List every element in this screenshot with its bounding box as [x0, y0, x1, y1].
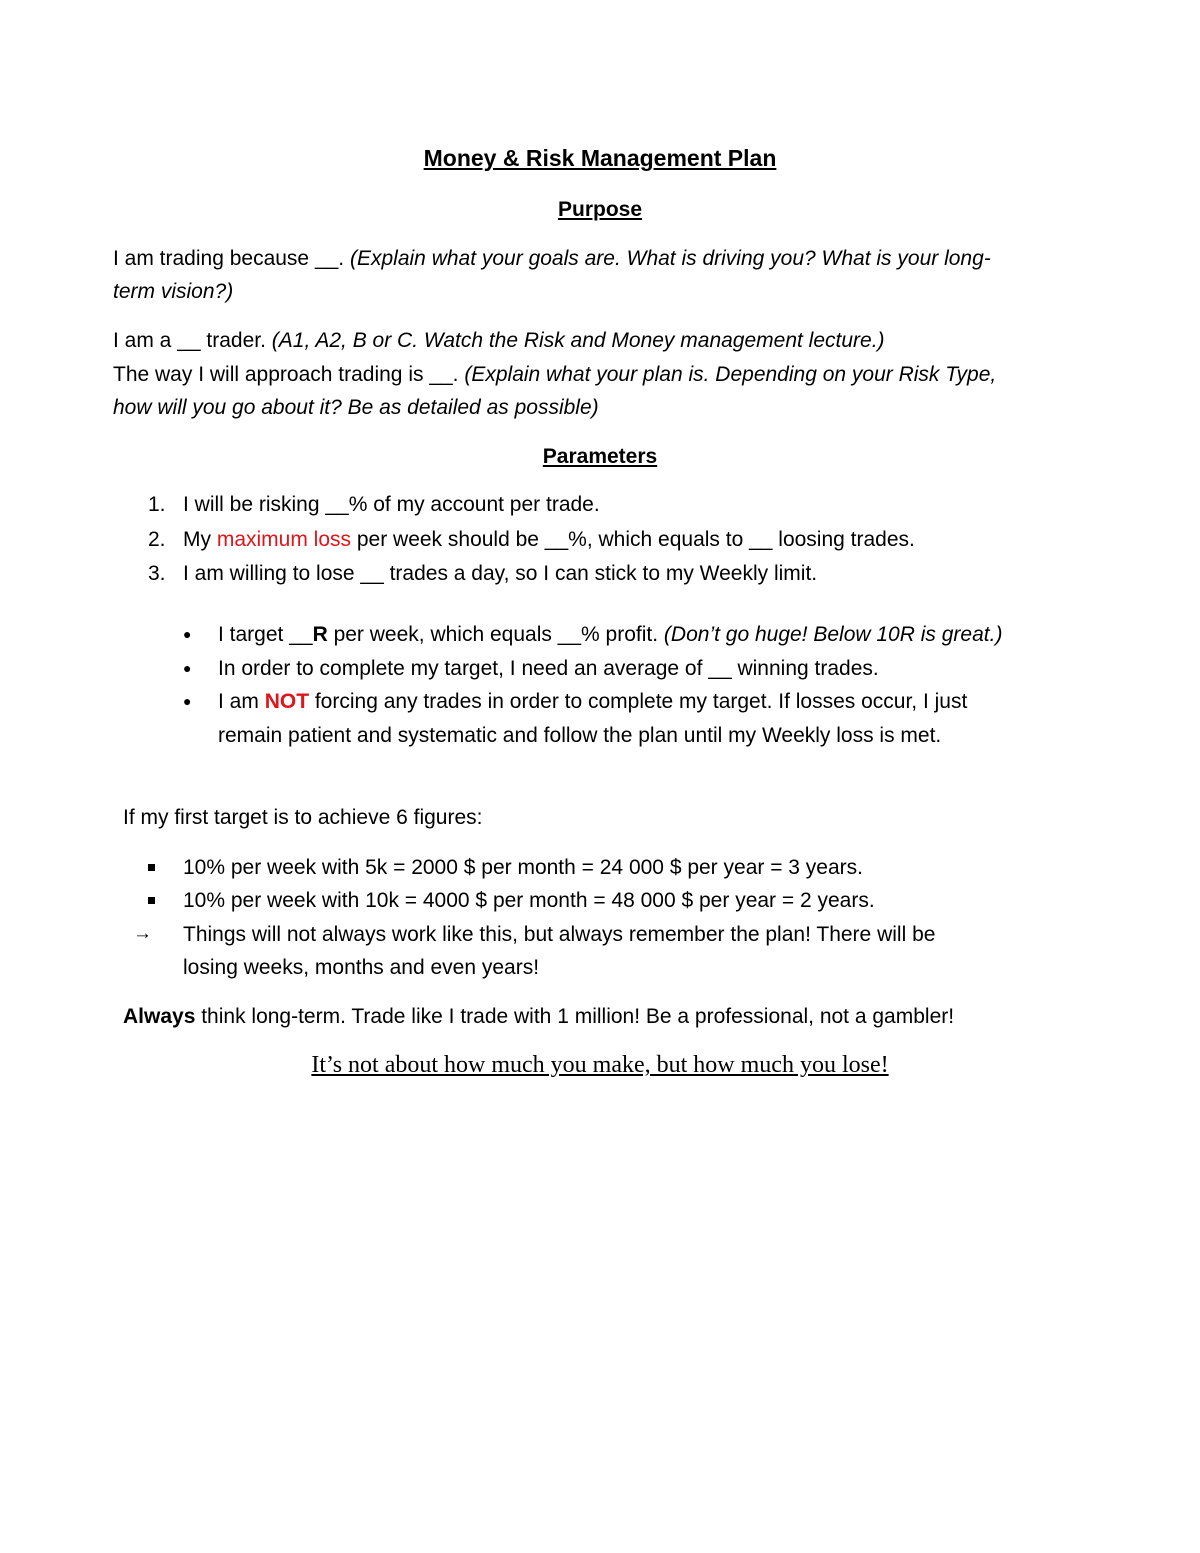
bullet-pre: I target __	[218, 623, 313, 646]
square-bullet-icon	[148, 864, 155, 871]
bullet-hint: (Don’t go huge! Below 10R is great.)	[663, 623, 1003, 646]
purpose-line-1	[113, 248, 991, 269]
list-item-pre: My	[183, 528, 217, 551]
bullet-item	[0, 658, 1200, 682]
document-title: Money & Risk Management Plan	[423, 145, 777, 171]
bullet-text-cont: remain patient and systematic and follow the plan until my Weekly loss is met.	[218, 724, 942, 747]
closing-text: think long-term. Trade like I trade with 1 million! Be a professional, not a gambler!	[195, 1005, 955, 1028]
motto: It’s not about how much you make, but how much you lose!	[311, 1052, 889, 1078]
list-item-post: per week should be __%, which equals to __ loosing trades.	[351, 528, 915, 551]
bullet-text: In order to complete my target, I need an average of __ winning trades.	[218, 657, 879, 680]
purpose-line-3-cont: how will you go about it? Be as detailed as possible)	[113, 396, 599, 419]
six-figures-intro: If my first target is to achieve 6 figures:	[123, 806, 483, 829]
purpose-line-3-text: The way I will approach trading is __.	[113, 363, 465, 386]
purpose-line-2-text: I am a __ trader.	[113, 329, 272, 352]
purpose-line-3	[113, 364, 996, 385]
purpose-line-3-hint: (Explain what your plan is. Depending on your Risk Type,	[464, 363, 997, 386]
purpose-heading: Purpose	[557, 198, 643, 221]
arrow-item-text-cont: losing weeks, months and even years!	[183, 956, 540, 979]
bullet-post: per week, which equals __% profit.	[327, 623, 664, 646]
arrow-item-text: Things will not always work like this, but always remember the plan! There will be	[183, 923, 936, 946]
list-item	[0, 494, 1200, 518]
bullet-dot-icon: ●	[183, 660, 192, 676]
bullet-post: forcing any trades in order to complete my target. If losses occur, I just	[309, 690, 968, 713]
purpose-line-2	[113, 330, 885, 351]
bullet-pre: I am	[218, 690, 265, 713]
purpose-line-1-text: I am trading because __.	[113, 247, 350, 270]
arrow-right-icon: →	[133, 923, 152, 944]
list-number: 1.	[148, 493, 166, 516]
parameters-heading: Parameters	[542, 445, 658, 468]
list-item-text: I am willing to lose __ trades a day, so I can stick to my Weekly limit.	[183, 562, 818, 585]
maximum-loss-highlight: maximum loss	[216, 528, 352, 551]
bullet-item	[0, 691, 1200, 751]
bullet-item	[0, 624, 1200, 648]
list-item-text	[183, 529, 915, 550]
not-highlight: NOT	[264, 690, 310, 713]
list-number: 3.	[148, 562, 166, 585]
list-item	[0, 890, 1200, 914]
bullet-bold: R	[312, 623, 328, 646]
list-item	[0, 529, 1200, 553]
bullet-dot-icon: ●	[183, 626, 192, 642]
bullet-dot-icon: ●	[183, 693, 192, 709]
list-number: 2.	[148, 528, 166, 551]
list-item-text: 10% per week with 10k = 4000 $ per month = 48 000 $ per year = 2 years.	[183, 889, 875, 912]
closing-bold: Always	[123, 1005, 196, 1028]
arrow-item	[0, 924, 1200, 984]
purpose-line-1-cont: term vision?)	[113, 280, 234, 303]
list-item-text: I will be risking __% of my account per trade.	[183, 493, 600, 516]
bullet-text	[218, 624, 1002, 645]
closing-line	[123, 1006, 954, 1027]
square-bullet-icon	[148, 897, 155, 904]
purpose-line-2-hint: (A1, A2, B or C. Watch the Risk and Money management lecture.)	[271, 329, 885, 352]
list-item	[0, 563, 1200, 587]
list-item	[0, 857, 1200, 881]
purpose-line-1-hint: (Explain what your goals are. What is driving you? What is your long-	[349, 247, 991, 270]
bullet-text	[218, 691, 967, 712]
list-item-text: 10% per week with 5k = 2000 $ per month = 24 000 $ per year = 3 years.	[183, 856, 863, 879]
